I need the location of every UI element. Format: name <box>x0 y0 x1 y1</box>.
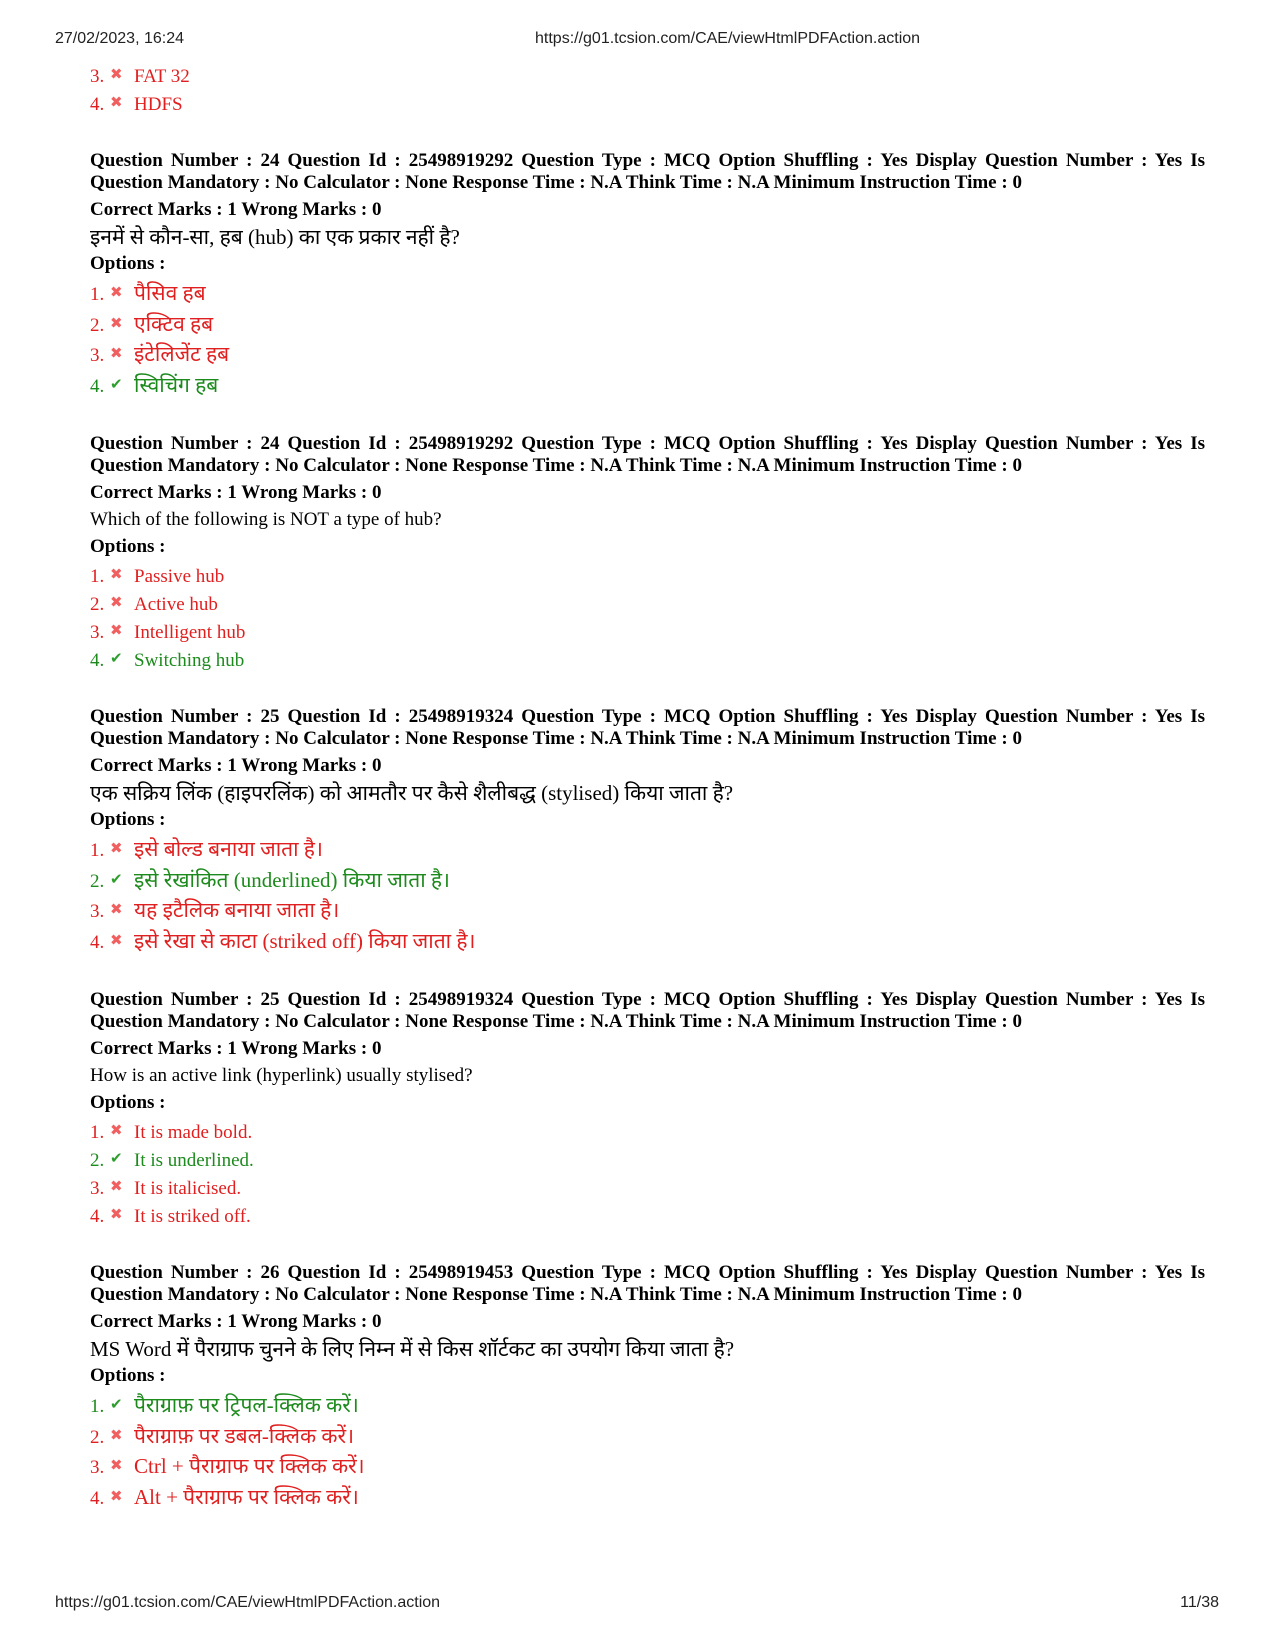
option-number: 2. <box>90 594 105 615</box>
option-text: पैसिव हब <box>134 281 206 305</box>
cross-icon: ✖ <box>110 65 123 83</box>
options-label: Options : <box>90 1092 166 1113</box>
question-marks: Correct Marks : 1 Wrong Marks : 0 <box>90 1311 382 1332</box>
question-paper <box>90 60 1210 1511</box>
option-item <box>90 369 1210 400</box>
option-item <box>90 338 1210 369</box>
option-number: 3. <box>90 1457 105 1478</box>
option-item <box>90 308 1210 339</box>
question-meta: Question Number : 25 Question Id : 25498919324 Question Type : MCQ Option Shuffling : Yes Display Question Number : Yes Is Question Mandatory : No Calculator : None Response Time : N.A Think Time : N.A Minimum Instruction Time : 0 <box>90 706 1205 749</box>
option-item <box>90 616 1210 644</box>
option-text: It is italicised. <box>134 1178 242 1199</box>
option-number: 1. <box>90 840 105 861</box>
cross-icon: ✖ <box>110 1205 123 1223</box>
options-label: Options : <box>90 253 166 274</box>
question-text: इनमें से कौन-सा, हब (hub) का एक प्रकार नहीं है? <box>90 225 460 249</box>
cross-icon: ✖ <box>110 930 123 949</box>
option-item <box>90 833 1210 864</box>
option-text: HDFS <box>134 94 183 115</box>
options-label: Options : <box>90 536 166 557</box>
option-number: 4. <box>90 94 105 115</box>
option-item <box>90 864 1210 895</box>
option-number: 3. <box>90 66 105 87</box>
check-icon: ✔ <box>110 869 123 888</box>
option-item <box>90 894 1210 925</box>
cross-icon: ✖ <box>110 1121 123 1139</box>
cross-icon: ✖ <box>110 593 123 611</box>
options-label: Options : <box>90 809 166 830</box>
cross-icon: ✖ <box>110 621 123 639</box>
cross-icon: ✖ <box>110 1456 123 1474</box>
option-number: 4. <box>90 375 105 397</box>
option-item <box>90 88 1210 116</box>
question-list <box>90 150 1210 1511</box>
options-list <box>90 277 1210 399</box>
option-number: 3. <box>90 345 105 366</box>
question-block <box>90 1262 1210 1511</box>
option-number: 1. <box>90 566 105 587</box>
option-item <box>90 60 1210 88</box>
print-header <box>0 30 1275 52</box>
question-block <box>90 150 1210 399</box>
options-list <box>90 1389 1210 1511</box>
question-marks: Correct Marks : 1 Wrong Marks : 0 <box>90 482 382 503</box>
print-datetime: 27/02/2023, 16:24 <box>55 30 185 47</box>
option-item <box>90 277 1210 308</box>
cross-icon: ✖ <box>110 1486 123 1505</box>
cross-icon: ✖ <box>110 565 123 583</box>
option-text: Switching hub <box>134 650 245 671</box>
cross-icon: ✖ <box>110 900 123 918</box>
check-icon: ✔ <box>110 1149 123 1167</box>
question-marks: Correct Marks : 1 Wrong Marks : 0 <box>90 755 382 776</box>
option-number: 4. <box>90 650 105 671</box>
question-block <box>90 706 1210 955</box>
option-number: 1. <box>90 1396 105 1417</box>
print-footer <box>0 1594 1275 1616</box>
option-item <box>90 1116 1210 1144</box>
option-text: Alt + पैराग्राफ पर क्लिक करें। <box>134 1484 359 1509</box>
options-list <box>90 1116 1210 1228</box>
option-text: Passive hub <box>134 566 225 587</box>
cross-icon: ✖ <box>110 93 123 111</box>
cross-icon: ✖ <box>110 839 123 857</box>
option-item <box>90 925 1210 956</box>
option-text: पैराग्राफ़ पर ट्रिपल-क्लिक करें। <box>134 1393 359 1417</box>
page-number: 11/38 <box>1180 1594 1219 1611</box>
option-text: एक्टिव हब <box>134 311 214 336</box>
cross-icon: ✖ <box>110 1177 123 1195</box>
option-number: 3. <box>90 1178 105 1199</box>
option-number: 1. <box>90 1122 105 1143</box>
option-number: 2. <box>90 870 105 892</box>
options-list <box>90 833 1210 955</box>
option-item <box>90 588 1210 616</box>
option-item <box>90 1200 1210 1228</box>
option-item <box>90 1172 1210 1200</box>
option-number: 2. <box>90 314 105 336</box>
option-number: 3. <box>90 622 105 643</box>
question-block <box>90 433 1210 672</box>
option-text: FAT 32 <box>134 66 190 87</box>
question-block <box>90 989 1210 1228</box>
print-url: https://g01.tcsion.com/CAE/viewHtmlPDFAction.action <box>535 30 921 47</box>
cross-icon: ✖ <box>110 344 123 362</box>
option-number: 4. <box>90 1206 105 1227</box>
question-marks: Correct Marks : 1 Wrong Marks : 0 <box>90 199 382 220</box>
option-text: इसे बोल्ड बनाया जाता है। <box>134 837 323 861</box>
question-text: एक सक्रिय लिंक (हाइपरलिंक) को आमतौर पर कैसे शैलीबद्ध (stylised) किया जाता है? <box>90 781 734 805</box>
option-item <box>90 1481 1210 1512</box>
cross-icon: ✖ <box>110 283 123 301</box>
option-text: It is underlined. <box>134 1150 254 1171</box>
check-icon: ✔ <box>110 1395 123 1413</box>
option-number: 3. <box>90 901 105 922</box>
option-item <box>90 560 1210 588</box>
option-item <box>90 1389 1210 1420</box>
option-number: 1. <box>90 284 105 305</box>
question-meta: Question Number : 24 Question Id : 25498919292 Question Type : MCQ Option Shuffling : Yes Display Question Number : Yes Is Question Mandatory : No Calculator : None Response Time : N.A Think Time : N.A Minimum Instruction Time : 0 <box>90 150 1205 193</box>
continued-options <box>90 60 1210 116</box>
option-number: 4. <box>90 931 105 953</box>
cross-icon: ✖ <box>110 1425 123 1444</box>
options-label: Options : <box>90 1365 166 1386</box>
question-meta: Question Number : 25 Question Id : 25498919324 Question Type : MCQ Option Shuffling : Yes Display Question Number : Yes Is Question Mandatory : No Calculator : None Response Time : N.A Think Time : N.A Minimum Instruction Time : 0 <box>90 989 1205 1032</box>
option-number: 2. <box>90 1150 105 1171</box>
option-number: 2. <box>90 1426 105 1448</box>
option-text: पैराग्राफ़ पर डबल-क्लिक करें। <box>134 1423 355 1448</box>
footer-url: https://g01.tcsion.com/CAE/viewHtmlPDFAction.action <box>55 1594 441 1611</box>
option-text: इसे रेखांकित (underlined) किया जाता है। <box>134 867 451 892</box>
option-item <box>90 1420 1210 1451</box>
question-marks: Correct Marks : 1 Wrong Marks : 0 <box>90 1038 382 1059</box>
question-text: MS Word में पैराग्राफ चुनने के लिए निम्न में से किस शॉर्टकट का उपयोग किया जाता है? <box>90 1337 735 1361</box>
options-list <box>90 560 1210 672</box>
option-text: Intelligent hub <box>134 622 246 643</box>
check-icon: ✔ <box>110 649 123 667</box>
option-text: यह इटैलिक बनाया जाता है। <box>134 898 340 922</box>
option-item <box>90 644 1210 672</box>
option-text: It is made bold. <box>134 1122 253 1143</box>
question-text: How is an active link (hyperlink) usually stylised? <box>90 1065 473 1086</box>
option-text: Ctrl + पैराग्राफ पर क्लिक करें। <box>134 1454 365 1478</box>
question-meta: Question Number : 24 Question Id : 25498919292 Question Type : MCQ Option Shuffling : Yes Display Question Number : Yes Is Question Mandatory : No Calculator : None Response Time : N.A Think Time : N.A Minimum Instruction Time : 0 <box>90 433 1205 476</box>
option-text: इंटेलिजेंट हब <box>134 342 230 366</box>
question-meta: Question Number : 26 Question Id : 25498919453 Question Type : MCQ Option Shuffling : Yes Display Question Number : Yes Is Question Mandatory : No Calculator : None Response Time : N.A Think Time : N.A Minimum Instruction Time : 0 <box>90 1262 1205 1305</box>
question-text: Which of the following is NOT a type of hub? <box>90 509 442 530</box>
option-item <box>90 1450 1210 1481</box>
option-text: Active hub <box>134 594 218 615</box>
option-text: इसे रेखा से काटा (striked off) किया जाता है। <box>134 928 476 953</box>
option-text: It is striked off. <box>134 1206 251 1227</box>
check-icon: ✔ <box>110 374 123 393</box>
cross-icon: ✖ <box>110 313 123 332</box>
option-item <box>90 1144 1210 1172</box>
option-text: स्विचिंग हब <box>134 372 219 397</box>
option-number: 4. <box>90 1487 105 1509</box>
